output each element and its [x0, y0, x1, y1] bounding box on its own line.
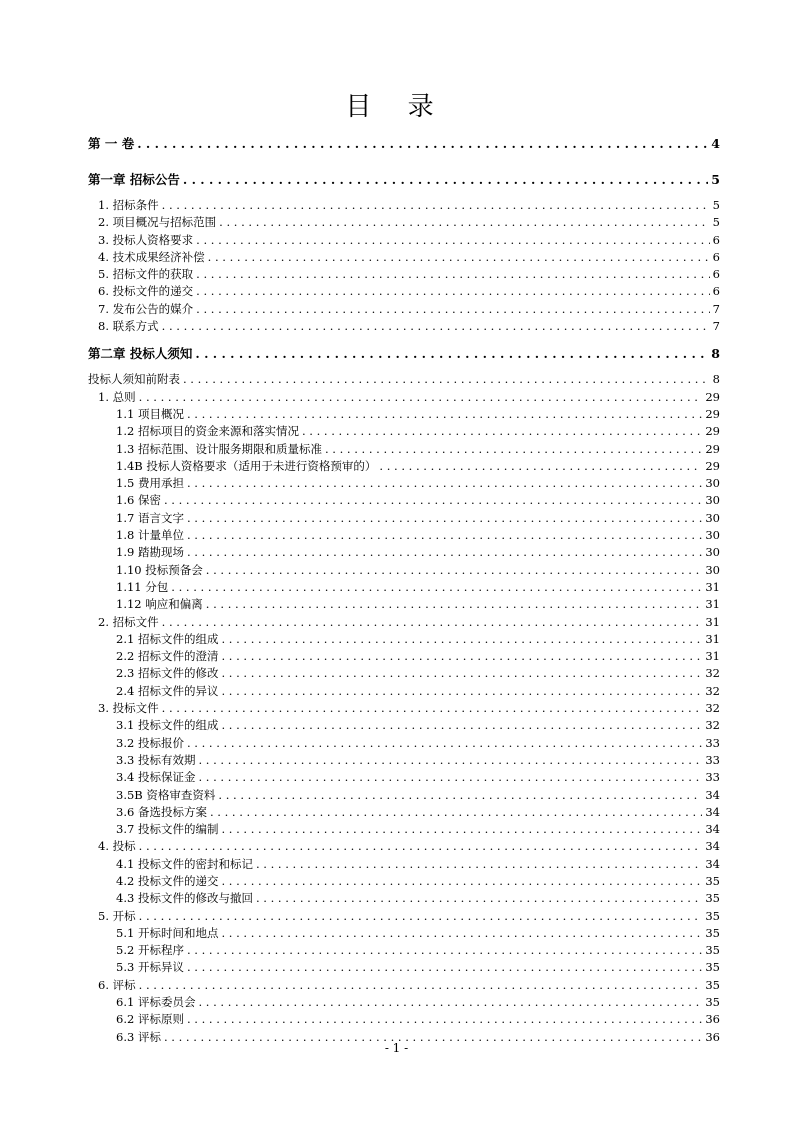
toc-entry-page: 35 [705, 943, 720, 958]
toc-entry-label: 4.2 投标文件的递交 [116, 873, 219, 888]
toc-entry-page: 30 [705, 545, 720, 560]
toc-entry[interactable] [88, 683, 720, 700]
toc-entry-label: 3.4 投标保证金 [116, 770, 196, 785]
toc-leader-dots [162, 614, 703, 631]
toc-leader-dots [198, 994, 702, 1011]
toc-entry[interactable] [88, 168, 720, 192]
toc-leader-dots [162, 318, 710, 335]
toc-entry-page: 31 [705, 597, 720, 612]
toc-entry[interactable] [88, 631, 720, 648]
toc-entry-label: 第二章 投标人须知 [88, 346, 193, 362]
toc-entry-page: 31 [705, 649, 720, 664]
toc-entry-label: 6. 投标文件的递交 [98, 284, 194, 299]
toc-leader-dots [221, 683, 702, 700]
toc-entry-label: 1.1 项目概况 [116, 406, 184, 421]
toc-entry-page: 32 [705, 666, 720, 681]
toc-leader-dots [164, 492, 702, 509]
toc-entry-page: 29 [705, 389, 720, 404]
toc-entry-label: 1.2 招标项目的资金来源和落实情况 [116, 424, 299, 439]
toc-entry-label: 投标人须知前附表 [88, 372, 180, 387]
toc-entry-page: 34 [705, 804, 720, 819]
toc-entry[interactable] [88, 838, 720, 855]
toc-leader-dots [139, 977, 703, 994]
toc-entry-page: 29 [705, 458, 720, 473]
toc-leader-dots [325, 441, 702, 458]
toc-entry-page: 5 [712, 198, 720, 212]
toc-entry-page: 6 [712, 249, 720, 264]
toc-entry-page: 35 [705, 925, 720, 940]
toc-leader-dots [139, 838, 703, 855]
toc-entry-label: 1. 招标条件 [98, 198, 159, 212]
toc-leader-dots [187, 475, 702, 492]
toc-entry-label: 3.3 投标有效期 [116, 752, 196, 767]
toc-leader-dots [187, 1011, 702, 1028]
toc-entry-page: 8 [712, 372, 720, 387]
toc-entry-page: 8 [711, 346, 720, 362]
toc-entry-label: 4. 技术成果经济补偿 [98, 249, 205, 264]
toc-entry-label: 5.3 开标异议 [116, 960, 184, 975]
toc-leader-dots [221, 717, 702, 734]
toc-leader-dots [221, 648, 702, 665]
toc-leader-dots [210, 804, 702, 821]
toc-leader-dots [219, 214, 710, 231]
toc-entry-page: 34 [705, 839, 720, 854]
toc-entry[interactable] [88, 942, 720, 959]
toc-entry[interactable] [88, 197, 720, 214]
toc-entry[interactable] [88, 977, 720, 994]
toc-entry-label: 5. 招标文件的获取 [98, 267, 194, 282]
toc-entry-page: 30 [705, 528, 720, 543]
toc-entry-label: 1.10 投标预备会 [116, 562, 203, 577]
toc-leader-dots [198, 752, 702, 769]
toc-entry-label: 2.1 招标文件的组成 [116, 631, 219, 646]
toc-leader-dots [206, 596, 703, 613]
toc-entry-page: 35 [705, 977, 720, 992]
toc-entry[interactable] [88, 596, 720, 613]
toc-entry-page: 36 [705, 1012, 720, 1027]
toc-entry-page: 34 [705, 822, 720, 837]
toc-entry-label: 6. 评标 [98, 977, 136, 992]
toc-entry-label: 3.7 投标文件的编制 [116, 822, 219, 837]
toc-leader-dots [256, 856, 702, 873]
toc-leader-dots [196, 301, 710, 318]
toc-entry-label: 4. 投标 [98, 839, 136, 854]
toc-entry-page: 31 [705, 631, 720, 646]
toc-entry-label: 3.6 备选投标方案 [116, 804, 207, 819]
toc-entry-page: 32 [705, 701, 720, 716]
toc-leader-dots [187, 406, 702, 423]
toc-entry-label: 1.5 费用承担 [116, 476, 184, 491]
toc-entry[interactable] [88, 959, 720, 976]
toc-entry-label: 5.1 开标时间和地点 [116, 925, 219, 940]
toc-entry-label: 3.5B 资格审查资料 [116, 787, 216, 802]
toc-entry[interactable] [88, 562, 720, 579]
toc-leader-dots [139, 389, 703, 406]
toc-leader-dots [206, 562, 703, 579]
toc-entry-page: 34 [705, 856, 720, 871]
toc-entry-page: 6 [712, 284, 720, 299]
toc-entry-label: 2. 项目概况与招标范围 [98, 215, 217, 230]
toc-entry[interactable] [88, 214, 720, 231]
toc-entry-page: 32 [705, 683, 720, 698]
toc-entry-page: 29 [705, 424, 720, 439]
toc-leader-dots [187, 527, 702, 544]
toc-entry[interactable] [88, 544, 720, 561]
toc-leader-dots [137, 132, 708, 156]
toc-entry[interactable] [88, 510, 720, 527]
toc-entry-label: 1.7 语言文字 [116, 510, 184, 525]
toc-entry-page: 7 [712, 319, 720, 334]
toc-entry[interactable] [88, 614, 720, 631]
toc-entry-page: 35 [705, 908, 720, 923]
toc-entry-label: 1.11 分包 [116, 579, 169, 594]
toc-entry-label: 6.3 评标 [116, 1029, 161, 1044]
toc-entry[interactable] [88, 527, 720, 544]
toc-entry-label: 3. 投标人资格要求 [98, 232, 194, 247]
toc-entry[interactable] [88, 492, 720, 509]
toc-entry[interactable] [88, 994, 720, 1011]
toc-leader-dots [162, 700, 703, 717]
toc-leader-dots [187, 510, 702, 527]
toc-leader-dots [196, 266, 710, 283]
toc-entry-page: 7 [712, 301, 720, 316]
toc-leader-dots [187, 544, 702, 561]
toc-entry-page: 35 [705, 960, 720, 975]
toc-leader-dots [218, 787, 702, 804]
page-number: - 1 - [384, 1041, 409, 1055]
toc-entry-page: 35 [705, 995, 720, 1010]
toc-leader-dots [196, 283, 710, 300]
toc-leader-dots [187, 959, 702, 976]
toc-leader-dots [187, 942, 702, 959]
toc-entry[interactable] [88, 735, 720, 752]
toc-entry-label: 1.8 计量单位 [116, 528, 184, 543]
toc-entry[interactable] [88, 342, 720, 366]
toc-entry[interactable] [88, 423, 720, 440]
toc-leader-dots [221, 631, 702, 648]
toc-entry-page: 33 [705, 752, 720, 767]
toc-entry-label: 第 一 卷 [88, 136, 135, 151]
toc-entry-label: 1.6 保密 [116, 493, 161, 508]
toc-entry[interactable] [88, 648, 720, 665]
toc-entry-label: 8. 联系方式 [98, 319, 159, 334]
toc-leader-dots [302, 423, 702, 440]
toc-entry-page: 33 [705, 735, 720, 750]
toc-entry[interactable] [88, 249, 720, 266]
toc-leader-dots [162, 197, 710, 214]
toc-leader-dots [196, 232, 710, 249]
toc-entry[interactable] [88, 700, 720, 717]
toc-leader-dots [221, 821, 702, 838]
toc-entry[interactable] [88, 890, 720, 907]
toc-entry-page: 33 [705, 770, 720, 785]
toc-entry-page: 30 [705, 493, 720, 508]
toc-entry-label: 6.2 评标原则 [116, 1012, 184, 1027]
toc-entry-page: 5 [711, 172, 720, 187]
toc-entry-label: 1.4B 投标人资格要求（适用于未进行资格预审的） [116, 458, 377, 473]
toc-entry-label: 2. 招标文件 [98, 614, 159, 629]
toc-entry-label: 3.1 投标文件的组成 [116, 718, 219, 733]
toc-entry-label: 2.3 招标文件的修改 [116, 666, 219, 681]
toc-entry-page: 5 [712, 215, 720, 230]
toc-leader-dots [256, 890, 702, 907]
toc-entry[interactable] [88, 908, 720, 925]
toc-entry-page: 35 [705, 891, 720, 906]
toc-entry-label: 2.2 招标文件的澄清 [116, 649, 219, 664]
toc-leader-dots [171, 579, 702, 596]
toc-leader-dots [183, 371, 710, 388]
toc-leader-dots [379, 458, 702, 475]
toc-leader-dots [183, 168, 708, 192]
toc-entry-page: 31 [705, 579, 720, 594]
toc-leader-dots [198, 769, 702, 786]
toc-entry[interactable] [88, 1011, 720, 1028]
toc-entry[interactable] [88, 752, 720, 769]
toc-leader-dots [195, 342, 708, 366]
toc-entry[interactable] [88, 856, 720, 873]
toc-entry[interactable] [88, 787, 720, 804]
toc-entry[interactable] [88, 266, 720, 283]
toc-entry[interactable] [88, 283, 720, 300]
toc-entry-label: 5.2 开标程序 [116, 943, 184, 958]
toc-entry-page: 31 [705, 614, 720, 629]
toc-entry-label: 6.1 评标委员会 [116, 995, 196, 1010]
toc-entry-page: 30 [705, 562, 720, 577]
table-of-contents [88, 130, 720, 1046]
toc-entry[interactable] [88, 458, 720, 475]
toc-entry-page: 34 [705, 787, 720, 802]
toc-entry[interactable] [88, 301, 720, 318]
toc-entry[interactable] [88, 406, 720, 423]
toc-leader-dots [208, 249, 710, 266]
toc-entry[interactable] [88, 132, 720, 156]
toc-entry-label: 7. 发布公告的媒介 [98, 301, 194, 316]
toc-entry[interactable] [88, 925, 720, 942]
toc-entry-label: 3.2 投标报价 [116, 735, 184, 750]
toc-entry-label: 1. 总则 [98, 389, 136, 404]
toc-entry-page: 6 [712, 232, 720, 247]
toc-entry-label: 3. 投标文件 [98, 701, 159, 716]
toc-entry[interactable] [88, 475, 720, 492]
toc-entry[interactable] [88, 717, 720, 734]
toc-entry[interactable] [88, 804, 720, 821]
toc-entry[interactable] [88, 441, 720, 458]
toc-entry-page: 36 [705, 1029, 720, 1044]
toc-entry[interactable] [88, 389, 720, 406]
toc-entry[interactable] [88, 318, 720, 335]
toc-leader-dots [187, 735, 702, 752]
toc-entry-page: 35 [705, 873, 720, 888]
toc-leader-dots [221, 925, 702, 942]
toc-entry-label: 1.12 响应和偏离 [116, 597, 203, 612]
toc-entry[interactable] [88, 371, 720, 388]
toc-entry-label: 2.4 招标文件的异议 [116, 683, 219, 698]
toc-entry-label: 1.9 踏勘现场 [116, 545, 184, 560]
toc-leader-dots [221, 665, 702, 682]
toc-entry[interactable] [88, 579, 720, 596]
toc-entry-label: 5. 开标 [98, 908, 136, 923]
toc-entry-label: 4.3 投标文件的修改与撤回 [116, 891, 253, 906]
toc-leader-dots [221, 873, 702, 890]
toc-entry-page: 32 [705, 718, 720, 733]
toc-entry[interactable] [88, 821, 720, 838]
toc-entry-page: 29 [705, 406, 720, 421]
toc-entry-page: 30 [705, 510, 720, 525]
toc-entry-label: 1.3 招标范围、设计服务期限和质量标准 [116, 441, 322, 456]
toc-entry[interactable] [88, 769, 720, 786]
toc-entry[interactable] [88, 873, 720, 890]
toc-entry[interactable] [88, 665, 720, 682]
toc-entry-page: 6 [712, 267, 720, 282]
toc-entry-page: 29 [705, 441, 720, 456]
toc-entry-label: 4.1 投标文件的密封和标记 [116, 856, 253, 871]
toc-entry-page: 4 [711, 136, 720, 151]
toc-entry-label: 第一章 招标公告 [88, 172, 180, 187]
toc-entry[interactable] [88, 232, 720, 249]
toc-entry-page: 30 [705, 476, 720, 491]
toc-leader-dots [139, 908, 703, 925]
page-title: 目 录 [345, 92, 448, 122]
